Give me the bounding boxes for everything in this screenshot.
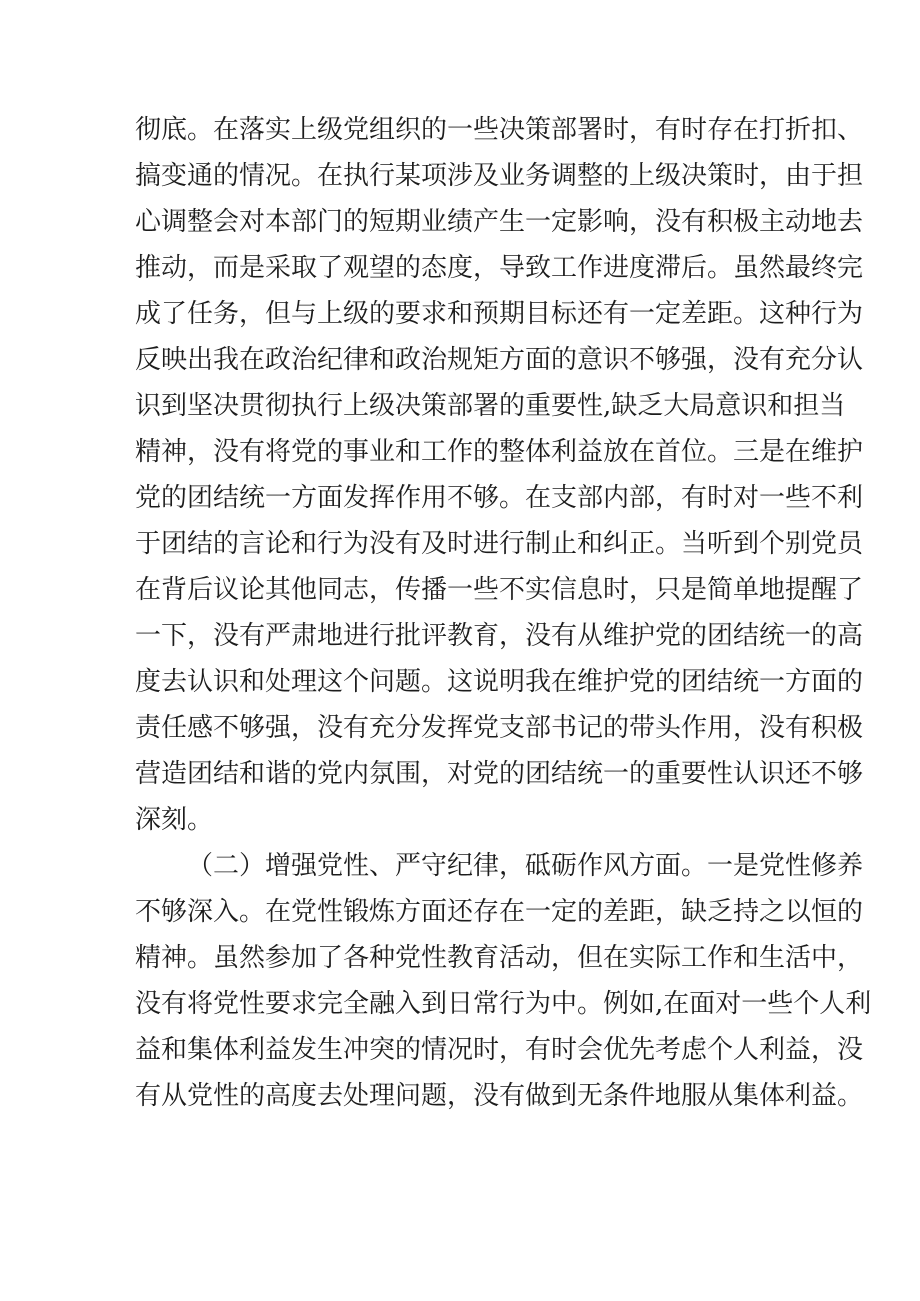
text-line-14: 责任感不够强，没有充分发挥党支部书记的带头作用，没有积极 (135, 713, 864, 743)
text-line-22: 有从党性的高度去处理问题，没有做到无条件地服从集体利益。 (135, 1081, 864, 1111)
text-line-1: 彻底。在落实上级党组织的一些决策部署时，有时存在打折扣、 (135, 115, 864, 145)
text-line-2: 搞变通的情况。在执行某项涉及业务调整的上级决策时，由于担 (135, 161, 864, 191)
text-line-10: 于团结的言论和行为没有及时进行制止和纠正。当听到个别党员 (135, 529, 864, 559)
text-line-13: 度去认识和处理这个问题。这说明我在维护党的团结统一方面的 (135, 667, 864, 697)
text-line-15: 营造团结和谐的党内氛围，对党的团结统一的重要性认识还不够 (135, 759, 864, 789)
text-line-18: 不够深入。在党性锻炼方面还存在一定的差距，缺乏持之以恒的 (135, 897, 864, 927)
text-line-11: 在背后议论其他同志，传播一些不实信息时，只是简单地提醒了 (135, 575, 864, 605)
text-line-6: 反映出我在政治纪律和政治规矩方面的意识不够强，没有充分认 (135, 345, 864, 375)
text-line-5: 成了任务，但与上级的要求和预期目标还有一定差距。这种行为 (135, 299, 864, 329)
text-line-9: 党的团结统一方面发挥作用不够。在支部内部，有时对一些不利 (135, 483, 864, 513)
text-line-8: 精神，没有将党的事业和工作的整体利益放在首位。三是在维护 (135, 437, 864, 467)
text-line-3: 心调整会对本部门的短期业绩产生一定影响，没有积极主动地去 (135, 207, 864, 237)
body-text (135, 107, 872, 1119)
text-line-16: 深刻。 (135, 805, 214, 835)
text-line-20: 没有将党性要求完全融入到日常行为中。例如,在面对一些个人利 (135, 989, 872, 1019)
text-line-19: 精神。虽然参加了各种党性教育活动，但在实际工作和生活中， (135, 943, 864, 973)
text-line-21: 益和集体利益发生冲突的情况时，有时会优先考虑个人利益，没 (135, 1035, 864, 1065)
text-line-12: 一下，没有严肃地进行批评教育，没有从维护党的团结统一的高 (135, 621, 864, 651)
text-line-4: 推动，而是采取了观望的态度，导致工作进度滞后。虽然最终完 (135, 253, 864, 283)
text-line-7: 识到坚决贯彻执行上级决策部署的重要性,缺乏大局意识和担当 (135, 391, 846, 421)
section-heading-line: （二）增强党性、严守纪律，砥砺作风方面。一是党性修养 (187, 851, 864, 881)
